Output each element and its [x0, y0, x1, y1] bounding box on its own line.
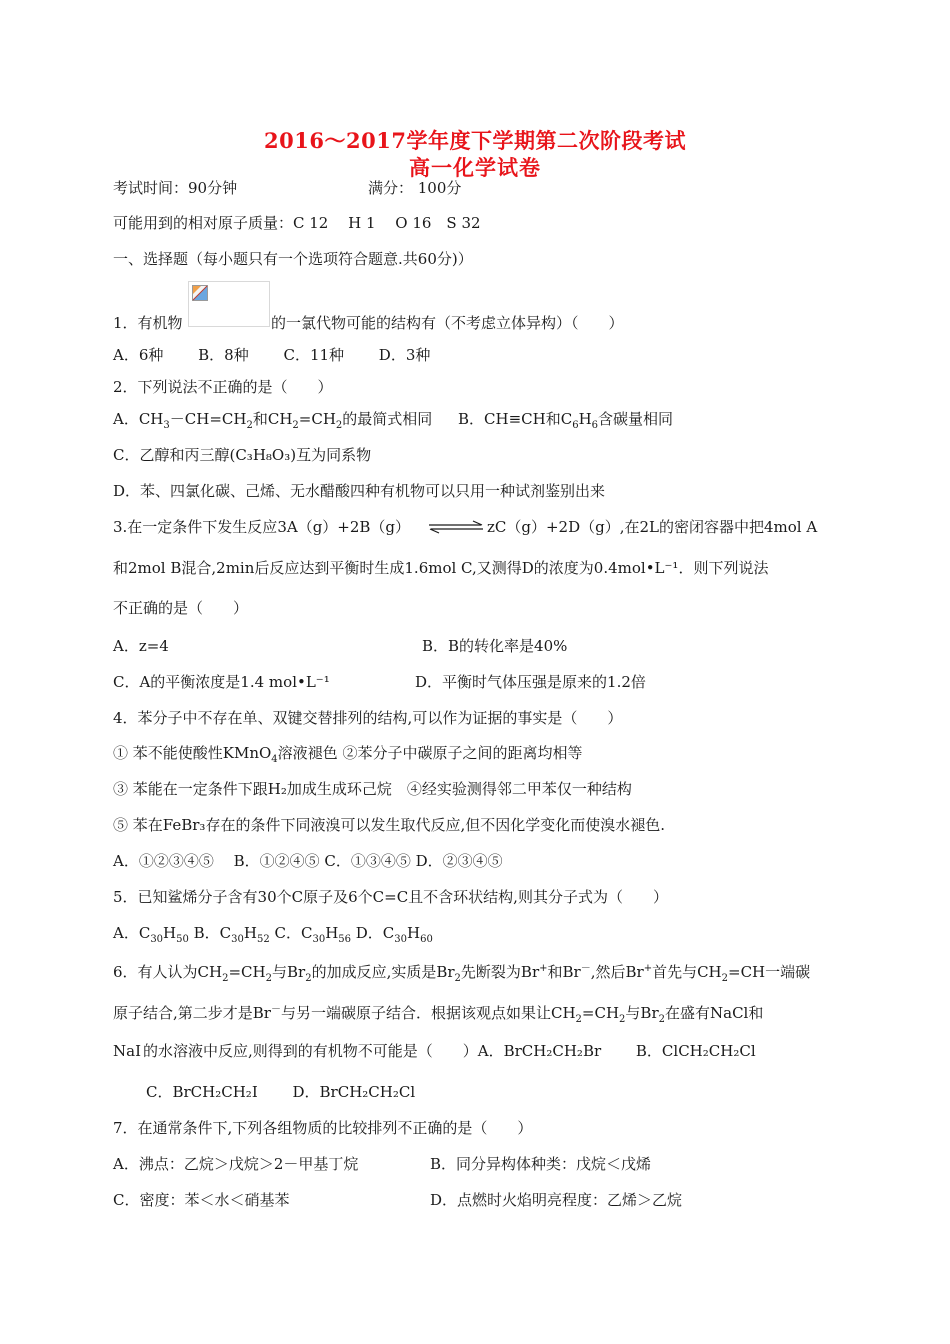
- equilibrium-arrow-icon: [427, 519, 485, 535]
- q3-line1-b: zC（g）+2D（g）,在2L的密闭容器中把4mol A: [487, 518, 818, 536]
- q3-line1-a: 3.在一定条件下发生反应3A（g）+2B（g）: [113, 518, 411, 536]
- q7-stem: 7．在通常条件下,下列各组物质的比较排列不正确的是（ ）: [113, 1119, 533, 1137]
- q7-option-c: C．密度：苯＜水＜硝基苯: [113, 1191, 290, 1209]
- q5-options: A．$C_{30}H_{50}$ B．$C_{30}H_{52}$ C．$C_{30}H_{56}$ D．$C_{30}H_{60}$: [113, 924, 433, 945]
- q2-option-c: C．乙醇和丙三醇(C₃H₈O₃)互为同系物: [113, 446, 372, 464]
- q3-line3: 不正确的是（ ）: [113, 599, 249, 617]
- q1-suffix: 的一氯代物可能的结构有（不考虑立体异构）（ ）: [271, 314, 624, 332]
- q3-option-a: A．z=4: [113, 637, 169, 655]
- broken-image-icon: [192, 285, 208, 301]
- exam-subtitle: 高一化学试卷: [409, 155, 541, 180]
- full-score: 满分： 100分: [368, 179, 462, 197]
- molecule-image-placeholder: [188, 281, 270, 327]
- q5-stem: 5．已知鲨烯分子含有30个C原子及6个C=C且不含环状结构,则其分子式为（ ）: [113, 888, 668, 906]
- q7-option-b: B．同分异构体种类：戊烷＜戊烯: [430, 1155, 652, 1173]
- q6-line4: C．BrCH₂CH₂I D．BrCH₂CH₂Cl: [146, 1083, 416, 1101]
- q3-option-b: B．B的转化率是40%: [422, 637, 568, 655]
- q6-line1: 6．有人认为$CH_2=CH_2$与$Br_2$的加成反应,实质是$Br_2$先断裂为Br+和Br－,然后Br+首先与$CH_2=CH$一端碳: [113, 963, 811, 984]
- q7-option-a: A．沸点：乙烷＞戊烷＞2－甲基丁烷: [113, 1155, 359, 1173]
- q3-option-c: C．A的平衡浓度是1.4 mol•L⁻¹: [113, 673, 330, 691]
- exam-time: 考试时间：90分钟: [113, 179, 238, 197]
- q4-line3: ⑤ 苯在FeBr₃存在的条件下同液溴可以发生取代反应,但不因化学变化而使溴水褪色.: [113, 816, 665, 834]
- q1-prefix: 1．有机物: [113, 314, 183, 332]
- atomic-masses: 可能用到的相对原子质量：C 12 H 1 O 16 S 32: [113, 214, 481, 232]
- q2-option-a: A．$CH_3-CH=CH_2$和$CH_2=CH_2$的最简式相同: [113, 410, 433, 431]
- q4-options: A．①②③④⑤ B．①②④⑤ C．①③④⑤ D．②③④⑤: [113, 852, 503, 870]
- q2-option-d: D．苯、四氯化碳、己烯、无水醋酸四种有机物可以只用一种试剂鉴别出来: [113, 482, 606, 500]
- q3-line2: 和2mol B混合,2min后反应达到平衡时生成1.6mol C,又测得D的浓度为0.4mol•L⁻¹．则下列说法: [113, 559, 769, 577]
- q6-line3-prefix: NaI: [113, 1042, 141, 1060]
- q4-line2: ③ 苯能在一定条件下跟H₂加成生成环己烷 ④经实验测得邻二甲苯仅一种结构: [113, 780, 632, 798]
- q7-option-d: D．点燃时火焰明亮程度：乙烯＞乙烷: [430, 1191, 683, 1209]
- section-heading: 一、选择题（每小题只有一个选项符合题意.共60分)）: [113, 250, 473, 268]
- q2-stem: 2．下列说法不正确的是（ ）: [113, 378, 333, 396]
- q2-option-b: B．CH≡CH和$C_6H_6$含碳量相同: [458, 410, 674, 431]
- q1-options: A．6种 B．8种 C．11种 D．3种: [113, 346, 431, 364]
- q4-stem: 4．苯分子中不存在单、双键交替排列的结构,可以作为证据的事实是（ ）: [113, 709, 623, 727]
- q4-line1: ① 苯不能使酸性KMnO$_4$溶液褪色 ②苯分子中碳原子之间的距离均相等: [113, 744, 583, 765]
- q6-line2: 原子结合,第二步才是Br－与另一端碳原子结合．根据该观点如果让$CH_2=CH_2$与$Br_2$在盛有NaCl和: [113, 1004, 764, 1025]
- q6-line3: 的水溶液中反应,则得到的有机物不可能是（ ）A．BrCH₂CH₂Br B．ClCH₂CH₂Cl: [143, 1042, 756, 1060]
- exam-title: 2016～2017学年度下学期第二次阶段考试: [264, 128, 686, 153]
- q3-option-d: D．平衡时气体压强是原来的1.2倍: [415, 673, 646, 691]
